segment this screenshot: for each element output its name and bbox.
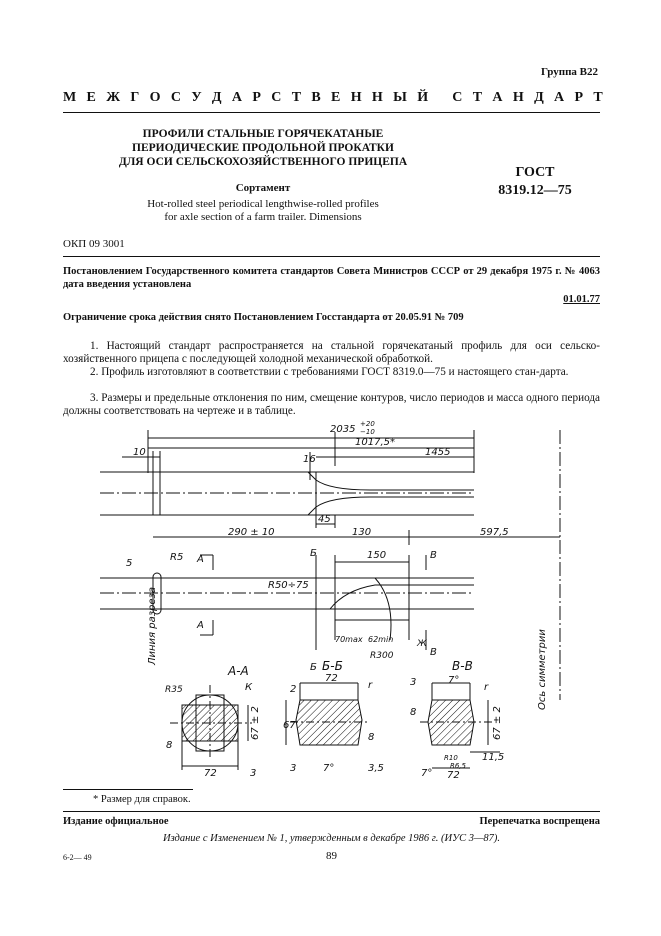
paragraph-2: 2. Профиль изготовляют в соответствии с требованиями ГОСТ 8319.0—75 и настоящего стан-дарта. — [90, 366, 569, 378]
header-letter: Н — [512, 90, 524, 105]
aa-height-67: 67 ± 2 — [250, 706, 261, 740]
vv-angle-7b: 7° — [421, 768, 433, 779]
section-bb-title: Б-Б — [322, 659, 343, 673]
okp-rule — [63, 256, 600, 257]
header-letter: Р — [574, 90, 584, 105]
vv-gap-3: 3 — [410, 677, 417, 688]
english-title-line-1: Hot-rolled steel periodical lengthwise-rolled profiles — [147, 198, 379, 210]
mark-b-bottom: Б — [310, 662, 317, 673]
aa-width-72: 72 — [204, 768, 217, 779]
effective-date: 01.01.77 — [563, 294, 600, 305]
title-line-1: ПРОФИЛИ СТАЛЬНЫЕ ГОРЯЧЕКАТАНЫЕ — [142, 128, 384, 140]
dim-45: 45 — [318, 514, 331, 525]
title-line-2: ПЕРИОДИЧЕСКИЕ ПРОДОЛЬНОЙ ПРОКАТКИ — [132, 142, 394, 154]
header-letter: А — [554, 90, 565, 105]
axis-label: Ось симметрии — [537, 629, 548, 710]
dim-1455: 1455 — [425, 447, 451, 458]
mark-b-top: Б — [310, 548, 317, 559]
header-letter: Т — [291, 90, 302, 105]
dim-597: 597,5 — [480, 527, 509, 538]
okp-code: ОКП 09 3001 — [63, 238, 125, 250]
bb-gap-2: 2 — [290, 684, 297, 695]
r5-label: R5 — [170, 552, 184, 563]
dim-total: 2035 — [330, 424, 356, 435]
footnote: * Размер для справок. — [93, 794, 191, 805]
mark-a-top: А — [197, 554, 204, 565]
vv-r-label: r — [484, 682, 489, 693]
header-letter — [438, 90, 442, 106]
dim-150: 150 — [367, 550, 387, 561]
mark-zh: Ж — [417, 639, 427, 649]
english-title — [63, 198, 463, 224]
decree-text: Постановлением Государственного комитета стандартов Совета Министров СССР от 29 декабря 1975 г. № 4063 дата введения установлена — [63, 266, 600, 290]
standard-header — [63, 90, 603, 106]
aa-height-8: 8 — [166, 740, 173, 751]
header-letter: Г — [130, 90, 140, 105]
paragraph-3: 3. Размеры и предельные отклонения по ним, смещение контуров, число периодов и масса одного периода должны соответствовать на чертеже и в таблице. — [63, 392, 600, 417]
bb-angle-7: 7° — [323, 763, 335, 774]
r35-label: R35 — [165, 685, 183, 695]
header-letter: С — [170, 90, 181, 105]
vv-width-72: 72 — [447, 770, 460, 781]
header-letter: У — [191, 90, 202, 105]
bb-r-label: r — [368, 680, 373, 691]
mark-v-bottom: В — [430, 647, 437, 658]
bb-gap-3: 3 — [290, 763, 297, 774]
header-letter: Й — [417, 90, 429, 105]
mark-v-top: В — [430, 550, 437, 561]
vv-height-67: 67 ± 2 — [492, 706, 503, 740]
vv-r10: R10 — [444, 754, 458, 762]
technical-drawing — [0, 415, 661, 787]
header-letter: А — [492, 90, 503, 105]
header-letter: В — [311, 90, 321, 105]
paragraph-1: 1. Настоящий стандарт распространяется на стальной горячекатаный профиль для оси сельско-хозяйственного прицепа с последующей холодной механической обработкой. — [63, 340, 600, 365]
bb-offset-35: 3,5 — [368, 763, 384, 774]
header-letter: М — [63, 90, 77, 105]
dim-10: 10 — [133, 447, 146, 458]
header-letter: Е — [331, 90, 341, 105]
header-letter: Д — [211, 90, 222, 105]
dim-half: 1017,5* — [355, 437, 395, 448]
bb-height-8: 8 — [368, 732, 375, 743]
vv-angle-7: 7° — [448, 675, 460, 686]
max-70-label: 70max — [335, 635, 363, 644]
header-letter: Р — [252, 90, 261, 105]
header-letter: А — [231, 90, 243, 105]
vv-height-8: 8 — [410, 707, 417, 718]
document-title — [63, 127, 463, 169]
r300-label: R300 — [370, 651, 394, 661]
print-code: 6-2— 49 — [63, 853, 92, 862]
mark-a-bottom: А — [197, 620, 204, 631]
header-letter: Н — [350, 90, 362, 105]
header-letter: О — [149, 90, 161, 105]
vv-dim-11: 11,5 — [482, 752, 505, 763]
gost-designation — [470, 164, 600, 200]
edition-note: Издание с Изменением № 1, утвержденным в декабре 1986 г. (ИУС 3—87). — [163, 833, 500, 844]
dim-tol-minus: −10 — [360, 428, 375, 436]
gost-number: 8319.12—75 — [498, 183, 572, 198]
header-letter: Е — [86, 90, 96, 105]
section-vv-title: В-В — [452, 659, 473, 673]
group-label: Группа В22 — [540, 66, 598, 78]
vv-r65: R6,5 — [450, 762, 466, 770]
header-letter: Ы — [393, 90, 407, 105]
dim-16: 16 — [303, 454, 316, 465]
header-letter: С — [452, 90, 463, 105]
limit-text: Ограничение срока действия снято Постановлением Госстандарта от 20.05.91 № 709 — [63, 312, 464, 323]
dim-5: 5 — [126, 558, 133, 569]
dim-130: 130 — [352, 527, 372, 538]
cut-line-label: Линия разреза — [147, 587, 158, 665]
header-letter: Н — [371, 90, 383, 105]
header-letter: Т — [472, 90, 483, 105]
page-number: 89 — [326, 850, 337, 862]
document-subtitle: Сортамент — [235, 182, 291, 194]
dim-tol-plus: +20 — [360, 420, 375, 428]
r50-label: R50÷75 — [268, 580, 309, 591]
dim-290: 290 ± 10 — [228, 527, 275, 538]
header-letter: Д — [534, 90, 544, 105]
header-rule — [63, 112, 600, 113]
official-edition: Издание официальное — [63, 816, 169, 827]
gost-name: ГОСТ — [515, 165, 555, 180]
footnote-rule — [63, 789, 193, 790]
reprint-notice: Перепечатка воспрещена — [479, 816, 600, 827]
section-aa-title: А-А — [228, 664, 249, 678]
bb-height-67: 67 — [283, 720, 296, 731]
k-label: К — [245, 682, 253, 693]
title-line-3: ДЛЯ ОСИ СЕЛЬСКОХОЗЯЙСТВЕННОГО ПРИЦЕПА — [118, 156, 408, 168]
header-letter: С — [271, 90, 282, 105]
english-title-line-2: for axle section of a farm trailer. Dimensions — [164, 211, 362, 223]
header-letter: Т — [593, 90, 603, 105]
footer-rule — [63, 811, 600, 812]
bb-width-72: 72 — [325, 673, 338, 684]
min-62-label: 62min — [368, 635, 394, 644]
aa-gap-3: 3 — [250, 768, 257, 779]
header-letter: Ж — [106, 90, 121, 105]
